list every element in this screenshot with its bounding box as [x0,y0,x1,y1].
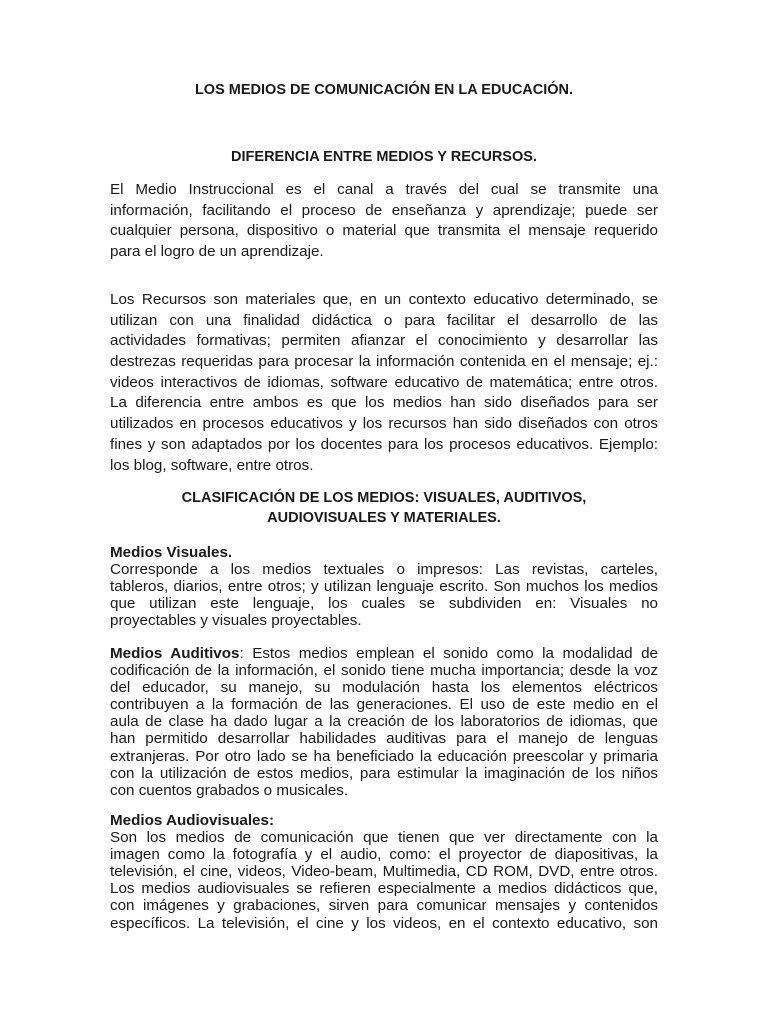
text-line: cualquier persona, dispositivo o material que transmita el mensaje requerido [110,222,658,240]
heading-diferencia: DIFERENCIA ENTRE MEDIOS Y RECURSOS. [231,149,537,165]
text-line: imagen como la fotografía y el audio, como: el proyector de diapositivas, la [110,846,658,864]
text-line: La diferencia entre ambos es que los medios han sido diseñados para ser [110,394,658,412]
text-line: extranjeras. Por otro lado se ha beneficiado la educación preescolar y primaria [110,747,658,765]
paragraph-medio-instruccional [110,180,658,263]
heading-clasificacion-line-2: AUDIOVISUALES Y MATERIALES. [267,510,501,526]
text-line: proyectables y visuales proyectables. [110,612,362,630]
heading-clasificacion-line-1: CLASIFICACIÓN DE LOS MEDIOS: VISUALES, AUDITIVOS, [181,490,587,506]
text-line: específicos. La televisión, el cine y los videos, en el contexto educativo, son [110,914,658,932]
text-line: fines y son adaptados por los docentes para los procesos educativos. Ejemplo: [110,435,658,453]
text-line: videos interactivos de idiomas, software educativo de matemática; entre otros. [110,373,658,391]
text-line: tableros, diarios, entre otros; y utilizan lenguaje escrito. Son muchos los medios [110,578,658,596]
text-line: que utilizan este lenguaje, los cuales se subdividen en: Visuales no [110,595,658,613]
section-medios-auditivos [110,645,658,799]
section-medios-audiovisuales [110,812,658,932]
text-line: Los Recursos son materiales que, en un contexto educativo determinado, se [110,291,658,308]
text-line: utilizan con una finalidad didáctica o para facilitar el desarrollo de las [110,311,658,329]
text-line: del educador, su manejo, su modulación hasta los elementos eléctricos [110,679,658,697]
text-line: para el logro de un aprendizaje. [110,243,324,261]
section-label: Medios Audiovisuales: [110,812,274,829]
text-line: con la utilización de estos medios, para estimular la imaginación de los niños [110,764,658,782]
text-line: Corresponde a los medios textuales o impresos: Las revistas, carteles, [110,561,658,579]
section-label: Medios Auditivos [110,645,240,662]
text-line: información, facilitando el proceso de enseñanza y aprendizaje; puede ser [110,201,658,219]
section-first-line [110,645,658,662]
text-line: han permitido desarrollar habilidades auditivas para el manejo de lenguas [110,730,658,748]
text-line: utilizados en procesos educativos y los recursos han sido diseñados con otros [110,415,658,433]
text-line: contribuyen a la formación de las generaciones. El uso de este medio en el [110,696,658,714]
text-line: codificación de la información, el sonido tiene mucha importancia; desde la voz [110,662,658,680]
text-line: con cuentos grabados o musicales. [110,781,349,799]
text-line: con imágenes y grabaciones, sirven para comunicar mensajes y contenidos [110,897,658,915]
section-body [110,829,658,932]
text-line: Los medios audiovisuales se refieren especialmente a medios didácticos que, [110,880,658,898]
section-label: Medios Visuales. [110,544,233,561]
section-first-text: : Estos medios emplean el sonido como la modalidad de [239,645,659,662]
document-title: LOS MEDIOS DE COMUNICACIÓN EN LA EDUCACIÓN. [194,82,574,98]
text-line: Son los medios de comunicación que tienen que ver directamente con la [110,829,658,847]
text-line: destrezas requeridas para procesar la información contenida en el mensaje; ej.: [110,353,658,371]
text-line: televisión, el cine, videos, Video-beam, Multimedia, CD ROM, DVD, entre otros. [110,863,658,881]
text-line: El Medio Instruccional es el canal a través del cual se transmite una [110,181,658,198]
text-line: actividades formativas; permiten afianzar el conocimiento y desarrollar las [110,332,658,350]
text-line: aula de clase ha dado lugar a la creación de los laboratorios de idiomas, que [110,713,658,731]
paragraph-recursos [110,290,658,476]
section-body [110,662,658,799]
text-line: los blog, software, entre otros. [110,456,314,474]
section-medios-visuales [110,544,658,629]
section-body [110,561,658,629]
